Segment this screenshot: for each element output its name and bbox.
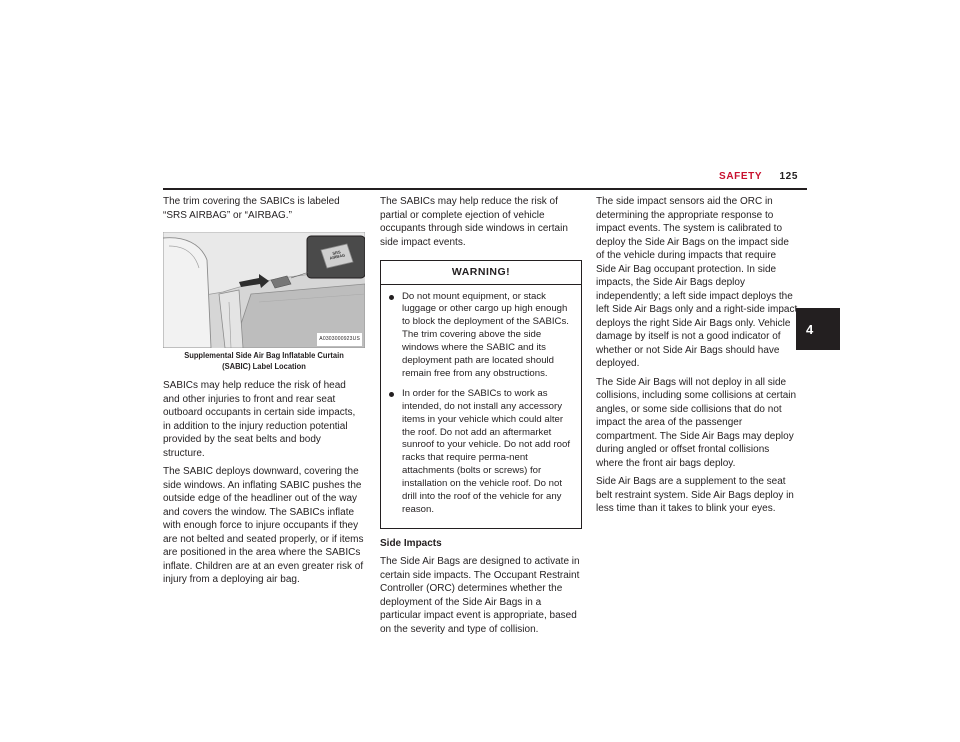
subheading: Side Impacts xyxy=(380,537,442,549)
intro-paragraph: The SABICs may help reduce the risk of partial or complete ejection of vehicle occupants through side windows in certain side impact events. xyxy=(380,196,568,248)
figure-code: A0303000923US xyxy=(317,333,362,347)
inset-label-text: SRS AIRBAG xyxy=(329,249,346,261)
section-title: SAFETY xyxy=(719,171,763,182)
paragraph: Side Air Bags are a supplement to the seat belt restraint system. Side Air Bags deploy in less time than it takes to blink your eyes. xyxy=(596,476,794,514)
column-3 xyxy=(596,195,798,521)
column-1 xyxy=(163,195,365,592)
chapter-tab: 4 xyxy=(796,308,840,350)
warning-title: WARNING! xyxy=(381,261,581,285)
paragraph: The Side Air Bags are designed to activate in certain side impacts. The Occupant Restraint Controller (ORC) determines whether the deployment of the Side Air Bags in a particular impact event is appropriate, based on the severity and type of collision. xyxy=(380,556,580,635)
page-number: 125 xyxy=(779,171,798,182)
sabic-label-figure xyxy=(163,232,365,348)
warning-list xyxy=(381,285,581,528)
paragraph: The SABIC deploys downward, covering the side windows. An inflating SABIC pushes the outside edge of the headliner out of the way and covers the window. The SABICs inflate with enough force to injure occupants if they are not belted and seated properly, or if items are positioned in the area where the SABICs inflate. Children are at an even greater risk of injury from a deploying air bag. xyxy=(163,466,364,585)
intro-paragraph: The trim covering the SABICs is labeled “SRS AIRBAG” or “AIRBAG.” xyxy=(163,196,340,221)
paragraph: SABICs may help reduce the risk of head and other injuries to front and rear seat outboard occupants in certain side impacts, in addition to the injury reduction potential provided by the seat belts and body structure. xyxy=(163,380,356,459)
warning-item: Do not mount equipment, or stack luggage or other cargo up high enough to block the deployment of the SABICs. The trim covering above the side windows where the SABIC and its deployment path are located should remain free from any obstructions. xyxy=(389,291,575,381)
warning-item: In order for the SABICs to work as intended, do not install any accessory items in your vehicle which could alter the roof. Do not add an aftermarket sunroof to your vehicle. Do not add roof racks that require perma-nent attachments (bolts or screws) for installation on the vehicle roof. Do not drill into the roof of the vehicle for any reason. xyxy=(389,388,575,517)
figure-caption: Supplemental Side Air Bag Inflatable Curtain (SABIC) Label Location xyxy=(184,351,344,371)
warning-box xyxy=(380,260,582,529)
column-2 xyxy=(380,195,582,641)
header-rule xyxy=(163,188,807,190)
paragraph: The side impact sensors aid the ORC in determining the appropriate response to impact events. The system is calibrated to deploy the Side Air Bags on the impact side of the vehicle during impacts that require Side Air Bag occupant protection. In side impacts, the Side Air Bags deploy independently; a left side impact deploys the left Side Air Bags only and a right-side impact deploys the right Side Air Bags only. Vehicle damage by itself is not a good indicator of whether or not Side Air Bags should have deployed. xyxy=(596,196,798,369)
header-text xyxy=(719,171,798,182)
paragraph: The Side Air Bags will not deploy in all side collisions, including some collisions at certain angles, or some side collisions that do not impact the area of the passenger compartment. The Side Air Bags may deploy during angled or offset frontal collisions where the front air bags deploy. xyxy=(596,376,797,469)
